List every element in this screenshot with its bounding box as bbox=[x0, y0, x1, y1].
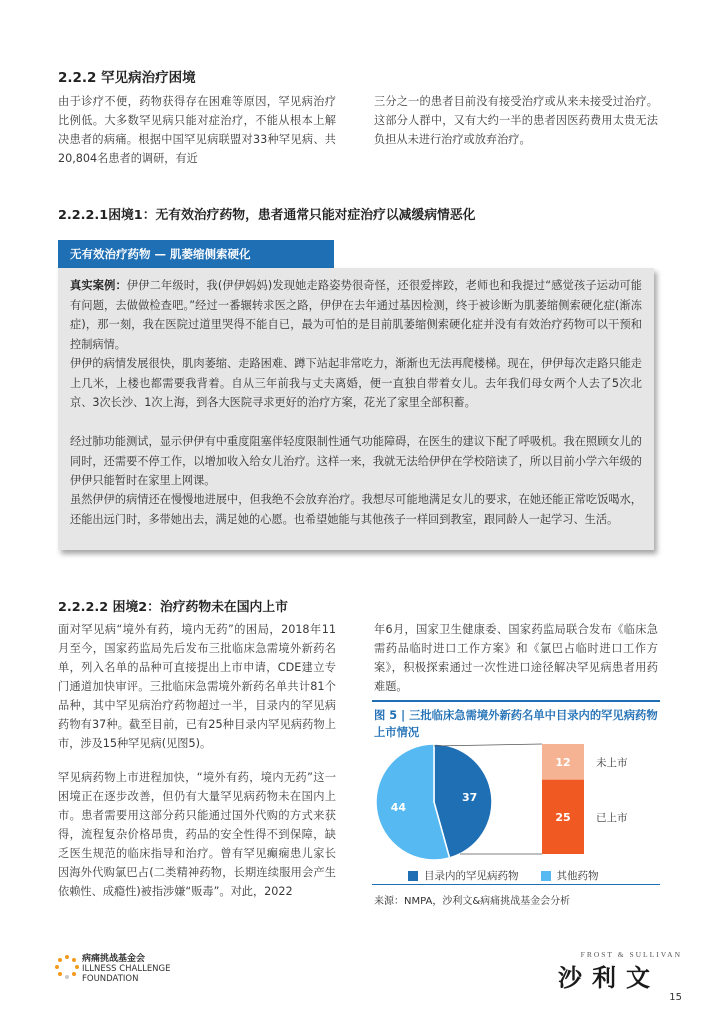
page-number: 15 bbox=[669, 992, 682, 1003]
case-label: 无有效治疗药物 — 肌萎缩侧索硬化 bbox=[58, 240, 334, 268]
foundation-logo-icon bbox=[54, 954, 80, 980]
case-box bbox=[58, 268, 654, 550]
figure-top-rule bbox=[372, 700, 660, 702]
intro-left-column: 由于诊疗不便，药物获得存在困难等原因，罕见病治疗比例低。大多数罕见病只能对症治疗，不能从根本上解决患者的病痛。根据中国罕见病联盟对33种罕见病、共20,804名患者的调研，有近 bbox=[58, 95, 336, 165]
case-paragraph-4: 虽然伊伊的病情还在慢慢地进展中，但我绝不会放弃治疗。我想尽可能地满足女儿的要求，在她还能正常吃饭喝水，还能出远门时，多带她出去，满足她的心愿。也希望她能与其他孩子一样回到教室，跟同龄人一起学习、生活。 bbox=[70, 493, 642, 526]
figure-chart bbox=[372, 742, 662, 882]
bar-value-0: 12 bbox=[555, 755, 571, 769]
dilemma2-heading: 2.2.2.2 困境2：治疗药物未在国内上市 bbox=[58, 600, 288, 615]
legend-swatch-catalog bbox=[408, 871, 418, 881]
case-paragraph-3: 经过肺功能测试，显示伊伊有中重度阻塞伴轻度限制性通气功能障碍，在医生的建议下配了呼吸机。我在照顾女儿的同时，还需要不停工作，以增加收入给女儿治疗。这样一来，我就无法给伊伊在学校陪读了，所以目前小学六年级的伊伊只能暂时在家里上网课。 bbox=[70, 435, 642, 487]
pie-label-1: 44 bbox=[390, 800, 407, 814]
case-paragraph-1 bbox=[70, 276, 642, 354]
bar-label-0: 未上市 bbox=[596, 756, 628, 769]
bar-label-1: 已上市 bbox=[596, 811, 628, 824]
pie-label-0: 37 bbox=[461, 791, 478, 805]
section-heading: 2.2.2 罕见病治疗困境 bbox=[58, 70, 196, 86]
foundation-name-en-2: FOUNDATION bbox=[82, 974, 139, 984]
case-paragraph-2: 伊伊的病情发展很快，肌肉萎缩、走路困难、蹲下站起非常吃力，渐渐也无法再爬楼梯。现在，伊伊每次走路只能走上几米，上楼也都需要我背着。自从三年前我与丈夫离婚，便一直独自带着女儿。去年我们母女两个人去了5次北京、3次长沙、1次上海，到各大医院寻求更好的治疗方案，花光了家里全部积蓄。 bbox=[70, 357, 642, 409]
foundation-name-cn: 病痛挑战基金会 bbox=[82, 954, 146, 964]
foundation-name-en-1: ILLNESS CHALLENGE bbox=[82, 964, 171, 974]
dilemma2-left-paragraph-1: 面对罕见病“境外有药，境内无药”的困局，2018年11月至今，国家药监局先后发布三批临床急需境外新药名单，列入名单的品种可直接提出上市申请，CDE建立专门通道加快审评。三批临床急需境外新药名单共计81个品种，其中罕见病治疗药物超过一半，目录内的罕见病药物有37种。截至目前，已有25种目录内罕见病药物上市，涉及15种罕见病(见图5)。 bbox=[58, 623, 336, 750]
intro-right-column: 三分之一的患者目前没有接受治疗或从来未接受过治疗。这部分人群中，又有大约一半的患者因医药费用太贵无法负担从未进行治疗或放弃治疗。 bbox=[374, 95, 658, 146]
frost-sullivan-logo-cn: 沙利文 bbox=[558, 964, 660, 992]
bar-value-1: 25 bbox=[555, 810, 571, 824]
dilemma2-left-paragraph-2: 罕见病药物上市进程加快，“境外有药，境内无药”这一困境正在逐步改善，但仍有大量罕见病药物未在国内上市。患者需要用这部分药只能通过国外代购的方式来获得，流程复杂价格昂贵，药品的安全性得不到保障，缺乏医生规范的临床指导和治疗。曾有罕见癫痫患儿家长因海外代购氯巴占(二类精神药物，长期连续服用会产生依赖性、成瘾性)被指涉嫌“贩毒”。对此，2022 bbox=[58, 771, 336, 898]
legend bbox=[408, 868, 599, 883]
foundation-logo-text bbox=[82, 954, 171, 984]
frost-sullivan-logo-en: FROST & SULLIVAN bbox=[580, 950, 682, 959]
dilemma2-right-paragraph: 年6月，国家卫生健康委、国家药监局联合发布《临床急需药品临时进口工作方案》和《氯巴占临时进口工作方案》，积极探索通过一次性进口途径解决罕见病患者用药难题。 bbox=[374, 623, 658, 693]
connector-top bbox=[434, 744, 542, 746]
figure-source: 来源：NMPA，沙利文&病痛挑战基金会分析 bbox=[374, 896, 571, 907]
figure-bottom-rule bbox=[372, 884, 660, 885]
dilemma1-heading: 2.2.2.1困境1：无有效治疗药物，患者通常只能对症治疗以减缓病情恶化 bbox=[58, 208, 476, 223]
figure-title: 图 5 | 三批临床急需境外新药名单中目录内的罕见病药物上市情况 bbox=[374, 709, 658, 739]
case-prefix: 真实案例： bbox=[70, 279, 127, 292]
legend-label-other: 其他药物 bbox=[556, 870, 599, 882]
legend-swatch-other bbox=[541, 871, 551, 881]
legend-label-catalog: 目录内的罕见病药物 bbox=[424, 870, 519, 882]
case-text-1: 伊伊二年级时，我(伊伊妈妈)发现她走路姿势很奇怪，还很爱摔跤，老师也和我提过“感觉孩子运动可能有问题，去做做检查吧。”经过一番辗转求医之路，伊伊在去年通过基因检测，终于被诊断为肌萎缩侧索硬化症(渐冻症)，那一刻，我在医院过道里哭得不能自已，最为可怕的是目前肌萎缩侧索硬化症并没有有效治疗药物可以干预和控制病情。 bbox=[70, 279, 642, 351]
